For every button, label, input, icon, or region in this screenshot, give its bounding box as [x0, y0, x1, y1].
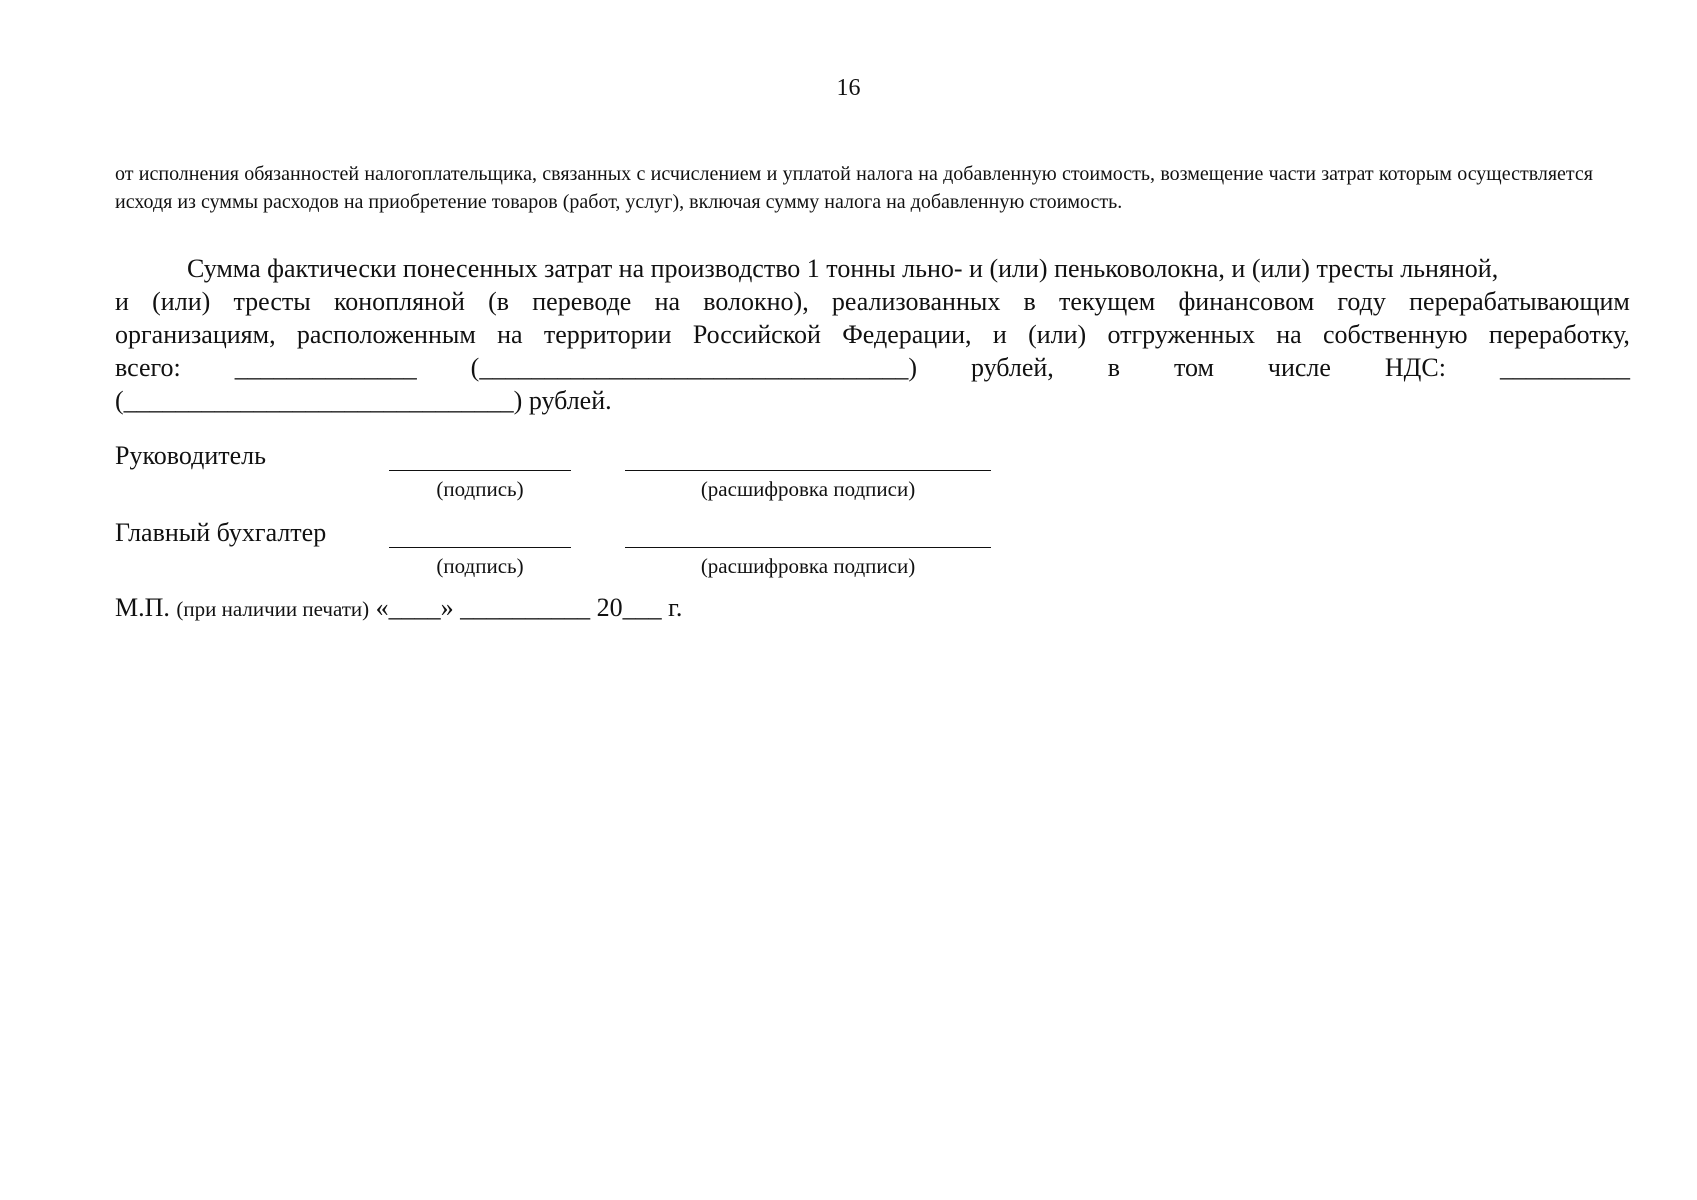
- word-v: в: [1107, 353, 1121, 382]
- paragraph-line-5: (______________________________) рублей.: [115, 386, 612, 415]
- paragraph-line-3-word: Российской: [692, 320, 821, 349]
- signature-line: [389, 547, 571, 548]
- rubles-word: рублей,: [970, 353, 1054, 382]
- paragraph-line-2-word: конопляной: [333, 287, 465, 316]
- signature-caption: (подпись): [436, 477, 524, 501]
- paragraph-line-2-word: реализованных: [831, 287, 1001, 316]
- paragraph-line-2-word: волокно),: [703, 287, 809, 316]
- total-amount-words-blank: (_________________________________): [470, 353, 917, 382]
- stamp-date-line: [115, 592, 682, 625]
- paragraph-line-2-word: тресты: [233, 287, 311, 316]
- paragraph-line-2-word: текущем: [1059, 287, 1156, 316]
- vat-label: НДС:: [1384, 353, 1446, 382]
- paragraph-line-3-word: Федерации,: [842, 320, 972, 349]
- paragraph-line-3-word: расположенным: [296, 320, 476, 349]
- vat-amount-blank: __________: [1499, 353, 1630, 382]
- decoding-caption: (расшифровка подписи): [700, 477, 916, 501]
- paragraph-line-1-text: Сумма фактически понесенных затрат на производство 1 тонны льно- и (или) пеньковолокна, и (или) тресты льняной,: [187, 254, 1499, 283]
- paragraph-line-3-word: (или): [1028, 320, 1087, 349]
- paragraph-line-2-word: переводе: [532, 287, 632, 316]
- paragraph-line-3-word: на: [1276, 320, 1302, 349]
- word-tom: том: [1173, 353, 1214, 382]
- paragraph-line-3-word: организациям,: [115, 320, 276, 349]
- page-number: 16: [836, 75, 861, 101]
- signature-line: [389, 470, 571, 471]
- signature-row-chief-accountant: [115, 517, 1015, 587]
- signature-label: Руководитель: [115, 441, 266, 470]
- paragraph-line-3: [115, 318, 1630, 351]
- paragraph-line-2-word: финансовом: [1178, 287, 1315, 316]
- paragraph-line-2-word: (в: [488, 287, 510, 316]
- decoding-line: [625, 470, 991, 471]
- paragraph-line-2-word: году: [1337, 287, 1386, 316]
- total-label: всего:: [115, 353, 181, 382]
- paragraph-line-3-word: и: [992, 320, 1007, 349]
- paragraph-line-2-word: на: [654, 287, 681, 316]
- stamp-note: (при наличии печати): [176, 597, 370, 621]
- paragraph-line-2-word: в: [1023, 287, 1036, 316]
- paragraph-line-2-word: и: [115, 287, 129, 316]
- paragraph-line-1: [115, 252, 1630, 285]
- word-chisle: числе: [1267, 353, 1331, 382]
- cost-sum-paragraph: [115, 252, 1630, 417]
- paragraph-line-2-word: (или): [152, 287, 211, 316]
- paragraph-line-3-word: территории: [543, 320, 672, 349]
- signature-caption: (подпись): [436, 554, 524, 578]
- paragraph-line-4: [115, 351, 1630, 384]
- signature-row-director: [115, 440, 1015, 510]
- decoding-caption: (расшифровка подписи): [700, 554, 916, 578]
- paragraph-line-2-word: перерабатывающим: [1409, 287, 1630, 316]
- paragraph-line-3-word: собственную: [1323, 320, 1468, 349]
- paragraph-line-3-word: переработку,: [1488, 320, 1630, 349]
- paragraph-line-2: [115, 285, 1630, 318]
- signature-label: Главный бухгалтер: [115, 518, 327, 547]
- stamp-mark: М.П.: [115, 593, 170, 622]
- decoding-line: [625, 547, 991, 548]
- paragraph-line-3-word: на: [497, 320, 523, 349]
- paragraph-line-3-word: отгруженных: [1107, 320, 1255, 349]
- total-amount-blank: ______________: [234, 353, 417, 382]
- continuation-paragraph: от исполнения обязанностей налогоплательщика, связанных с исчислением и уплатой налога на добавленную стоимость, возмещение части затрат которым осуществляется исходя из суммы расходов на приобретение товаров (работ, услуг), включая сумму налога на добавленную стоимость.: [115, 163, 1593, 213]
- date-template: «____» __________ 20___ г.: [375, 593, 683, 622]
